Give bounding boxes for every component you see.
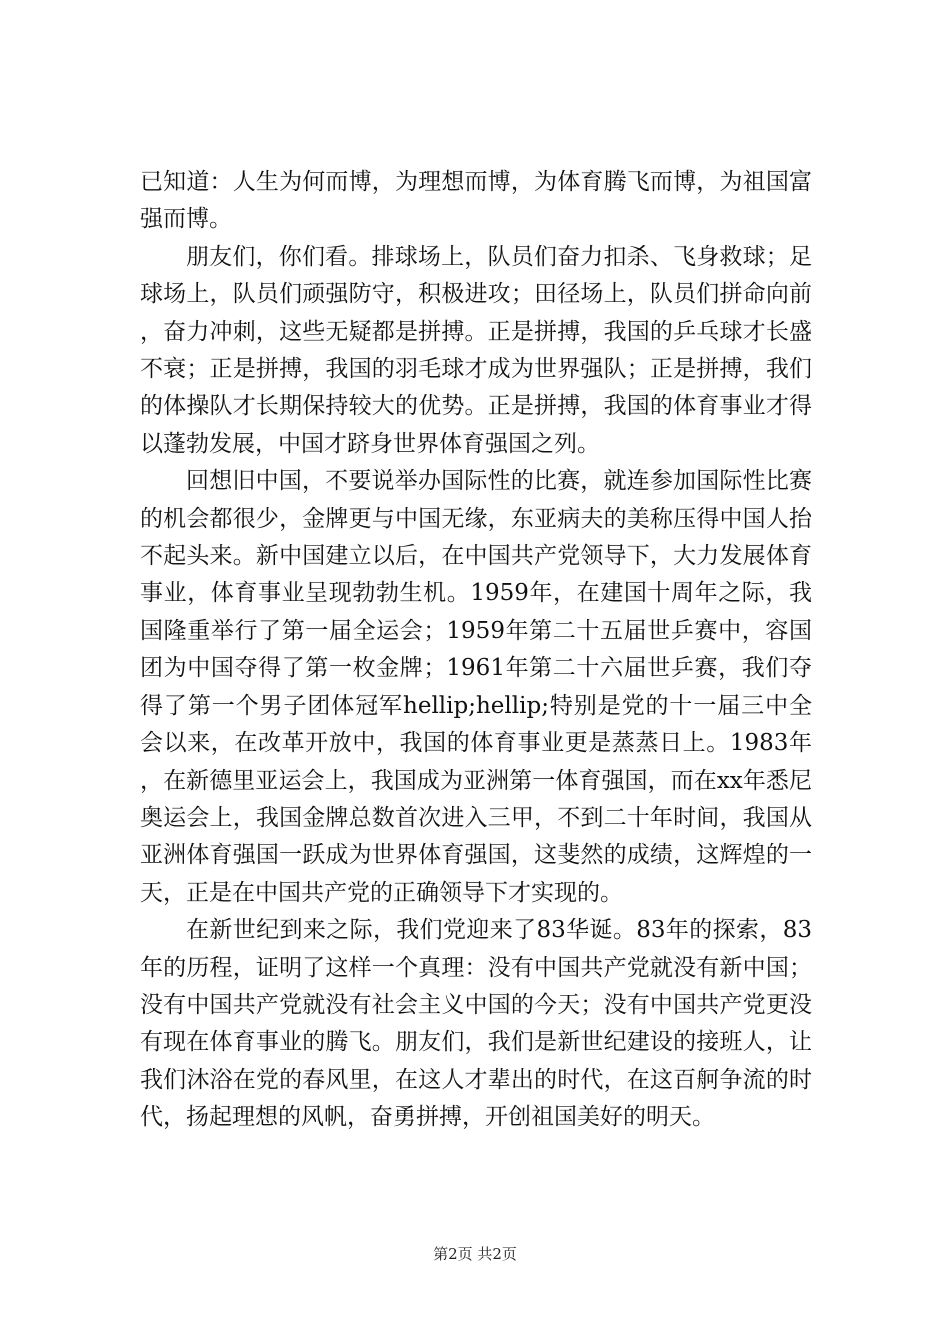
document-body bbox=[140, 164, 812, 1137]
paragraph-sports-spirit: 朋友们，你们看。排球场上，队员们奋力扣杀、飞身救球；足球场上，队员们顽强防守，积极进攻；田径场上，队员们拼命向前，奋力冲刺，这些无疑都是拼搏。正是拼搏，我国的乒乓球才长盛不衰；正是拼搏，我国的羽毛球才成为世界强队；正是拼搏，我们的体操队才长期保持较大的优势。正是拼搏，我国的体育事业才得以蓬勃发展，中国才跻身世界体育强国之列。 bbox=[140, 243, 812, 457]
paragraph-new-century: 在新世纪到来之际，我们党迎来了83华诞。83年的探索，83年的历程，证明了这样一个真理：没有中国共产党就没有新中国；没有中国共产党就没有社会主义中国的今天；没有中国共产党更没有现在体育事业的腾飞。朋友们，我们是新世纪建设的接班人，让我们沐浴在党的春风里，在这人才辈出的时代，在这百舸争流的时代，扬起理想的风帆，奋勇拼搏，开创祖国美好的明天。 bbox=[140, 917, 812, 1131]
paragraph-continuation: 已知道：人生为何而博，为理想而博，为体育腾飞而博，为祖国富强而博。 bbox=[140, 169, 812, 233]
paragraph-history: 回想旧中国，不要说举办国际性的比赛，就连参加国际性比赛的机会都很少，金牌更与中国无缘，东亚病夫的美称压得中国人抬不起头来。新中国建立以后，在中国共产党领导下，大力发展体育事业，体育事业呈现勃勃生机。1959年，在建国十周年之际，我国隆重举行了第一届全运会；1959年第二十五届世乒赛中，容国团为中国夺得了第一枚金牌；1961年第二十六届世乒赛，我们夺得了第一个男子团体冠军hellip;hellip;特别是党的十一届三中全会以来，在改革开放中，我国的体育事业更是蒸蒸日上。1983年，在新德里亚运会上，我国成为亚洲第一体育强国，而在xx年悉尼奥运会上，我国金牌总数首次进入三甲，不到二十年时间，我国从亚洲体育强国一跃成为世界体育强国，这斐然的成绩，这辉煌的一天，正是在中国共产党的正确领导下才实现的。 bbox=[140, 468, 812, 906]
page-footer: 第2页 共2页 bbox=[433, 1245, 517, 1263]
